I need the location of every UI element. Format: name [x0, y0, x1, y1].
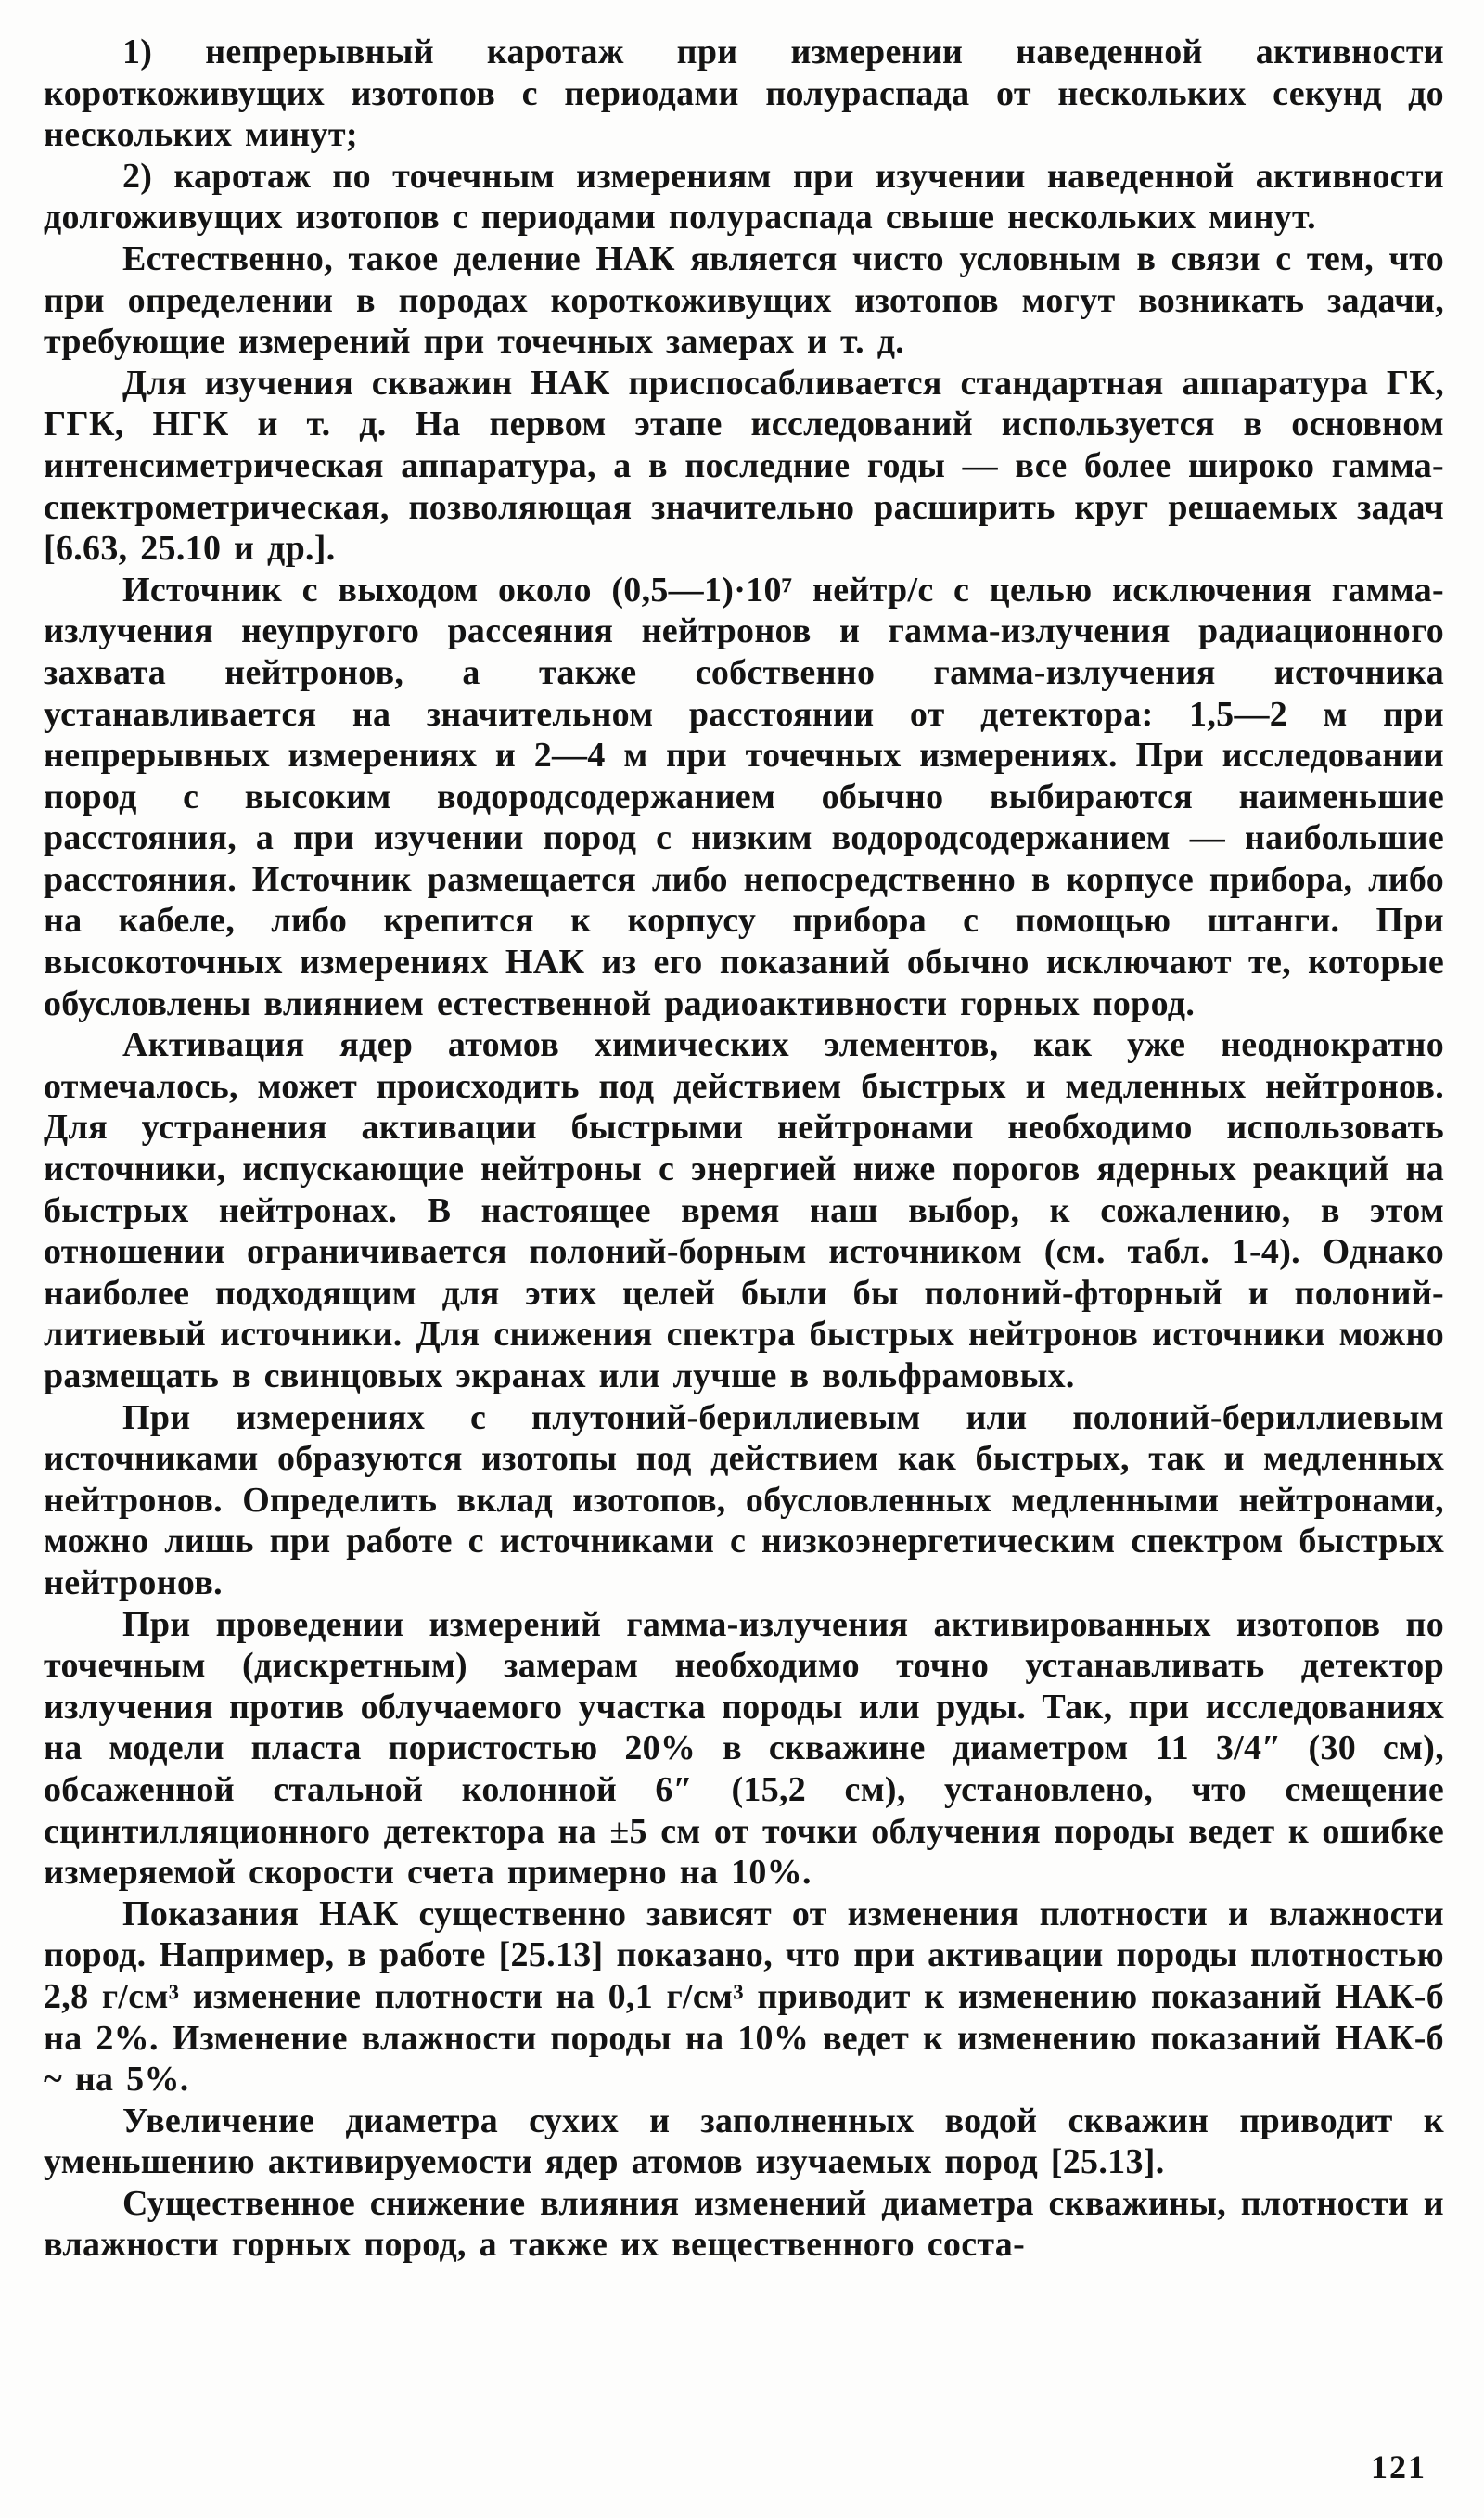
paragraph-list-item-2: 2) каротаж по точечным измерениям при изучении наведенной активности долгоживущих изотопов с периодами полураспада свыше нескольких минут.	[44, 156, 1444, 238]
page-number: 121	[1371, 2448, 1426, 2486]
paragraph-list-item-1: 1) непрерывный каротаж при измерении наведенной активности короткоживущих изотопов с периодами полураспада от нескольких секунд до нескольких минут;	[44, 32, 1444, 155]
text-block	[44, 32, 1444, 2266]
paragraph: Активация ядер атомов химических элементов, как уже неоднократно отмечалось, может происходить под действием быстрых и медленных нейтронов. Для устранения активации быстрыми нейтронами необходимо использовать источники, испускающие нейтроны с энергией ниже порогов ядерных реакций на быстрых нейтронах. В настоящее время наш выбор, к сожалению, в этом отношении ограничивается полоний-борным источником (см. табл. 1-4). Однако наиболее подходящим для этих целей были бы полоний-фторный и полоний-литиевый источники. Для снижения спектра быстрых нейтронов источники можно размещать в свинцовых экранах или лучше в вольфрамовых.	[44, 1025, 1444, 1395]
paragraph: При измерениях с плутоний-бериллиевым или полоний-бериллиевым источниками образуются изотопы под действием как быстрых, так и медленных нейтронов. Определить вклад изотопов, обусловленных медленными нейтронами, можно лишь при работе с источниками с низкоэнергетическим спектром быстрых нейтронов.	[44, 1397, 1444, 1602]
paragraph: При проведении измерений гамма-излучения активированных изотопов по точечным (дискретным) замерам необходимо точно устанавливать детектор излучения против облучаемого участка породы или руды. Так, при исследованиях на модели пласта пористостью 20% в скважине диаметром 11 3/4″ (30 см), обсаженной стальной колонной 6″ (15,2 см), установлено, что смещение сцинтилляционного детектора на ±5 см от точки облучения породы ведет к ошибке измеряемой скорости счета примерно на 10%.	[44, 1604, 1444, 1893]
paragraph: Для изучения скважин НАК приспосабливается стандартная аппаратура ГК, ГГК, НГК и т. д. На первом этапе исследований используется в основном интенсиметрическая аппаратура, а в последние годы — все более широко гамма-спектрометрическая, позволяющая значительно расширить круг решаемых задач [6.63, 25.10 и др.].	[44, 363, 1444, 569]
paragraph: Существенное снижение влияния изменений диаметра скважины, плотности и влажности горных пород, а также их вещественного соста-	[44, 2183, 1444, 2265]
paragraph: Источник с выходом около (0,5—1)·10⁷ нейтр/с с целью исключения гамма-излучения неупругого рассеяния нейтронов и гамма-излучения радиационного захвата нейтронов, а также собственно гамма-излучения источника устанавливается на значительном расстоянии от детектора: 1,5—2 м при непрерывных измерениях и 2—4 м при точечных измерениях. При исследовании пород с высоким водородсодержанием обычно выбираются наименьшие расстояния, а при изучении пород с низким водородсодержанием — наибольшие расстояния. Источник размещается либо непосредственно в корпусе прибора, либо на кабеле, либо крепится к корпусу прибора с помощью штанги. При высокоточных измерениях НАК из его показаний обычно исключают те, которые обусловлены влиянием естественной радиоактивности горных пород.	[44, 570, 1444, 1023]
paragraph: Естественно, такое деление НАК является чисто условным в связи с тем, что при определении в породах короткоживущих изотопов могут возникать задачи, требующие измерений при точечных замерах и т. д.	[44, 238, 1444, 362]
paragraph: Показания НАК существенно зависят от изменения плотности и влажности пород. Например, в работе [25.13] показано, что при активации породы плотностью 2,8 г/см³ изменение плотности на 0,1 г/см³ приводит к изменению показаний НАК-б на 2%. Изменение влажности породы на 10% ведет к изменению показаний НАК-б ~ на 5%.	[44, 1894, 1444, 2100]
paragraph: Увеличение диаметра сухих и заполненных водой скважин приводит к уменьшению активируемости ядер атомов изучаемых пород [25.13].	[44, 2100, 1444, 2182]
